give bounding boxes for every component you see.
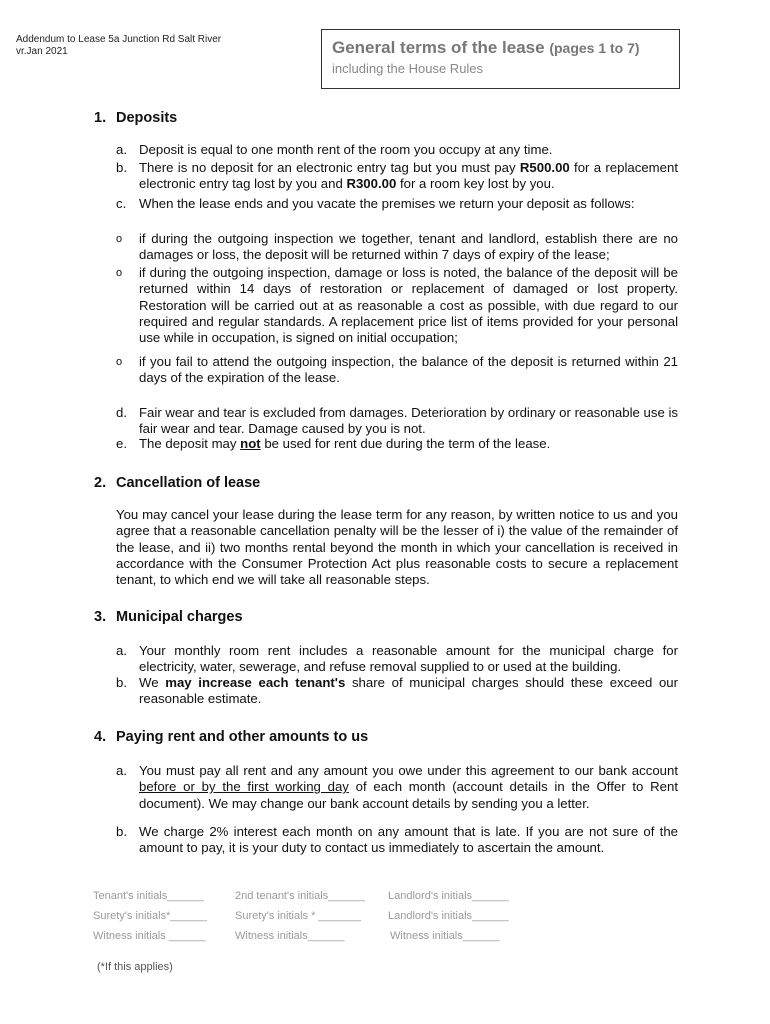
witness-initials-1: Witness initials ______ [93,930,206,942]
section-title: Municipal charges [116,609,243,625]
section-number: 4. [94,729,107,745]
text-run: The deposit may [139,436,241,451]
text-run: for a replacement electronic entry tag lost by you and [139,160,678,192]
section-title: Deposits [116,110,178,126]
list-item-3a [116,643,678,676]
tenant-initials: Tenant's initials______ [93,890,204,902]
emphasis-not: not [240,436,261,451]
emphasis-may-increase: may increase each tenant's [165,675,346,690]
landlord-initials: Landlord's initials______ [388,890,509,902]
section-number: 2. [94,475,107,491]
title-box [321,29,680,89]
list-text: Your monthly room rent includes a reasonable amount for the municipal charge for electricity, water, sewerage, and refuse removal supplied to or used at the building. [139,643,678,675]
section-heading-municipal [94,609,243,625]
section-number: 3. [94,609,107,625]
emphasis-due-date: before or by the first working day [139,779,349,795]
second-tenant-initials: 2nd tenant's initials______ [235,890,365,902]
section-number: 1. [94,110,107,126]
bullet-text: if during the outgoing inspection, damage or loss is noted, the balance of the deposit will be returned within 14 days of restoration or replacement of damaged or lost property. Restoration will be carried out at as reasonable a cost as possible, with due regard to our required and regular standards. A replacement price list of items provided for your personal use while in occupation, is signed on initial occupation; [139,265,678,346]
section-heading-cancellation [94,475,260,491]
list-marker: b. [116,160,127,175]
bullet-text: if you fail to attend the outgoing inspection, the balance of the deposit is returned within 21 days of the expiration of the lease. [139,354,678,386]
list-text: Deposit is equal to one month rent of the room you occupy at any time. [139,142,553,157]
text-run: There is no deposit for an electronic entry tag but you must pay [139,160,520,175]
document-reference [16,34,221,58]
amount-room-key: R300.00 [346,176,397,192]
bullet-text: if during the outgoing inspection we together, tenant and landlord, establish there are no damages or loss, the deposit will be returned within 7 days of expiry of the lease; [139,231,678,263]
bullet-icon: o [116,356,123,368]
surety-initials-2: Surety's initials * _______ [235,910,362,922]
section-title: Paying rent and other amounts to us [116,729,369,745]
list-marker: b. [116,675,127,690]
amount-entry-tag: R500.00 [519,160,570,175]
text-run: share of municipal charges should these exceed our reasonable estimate. [139,675,679,707]
bullet-icon: o [116,267,123,279]
list-item-4b [116,824,678,857]
list-item-3b [116,675,678,708]
list-text [139,763,678,812]
list-marker: b. [116,824,127,839]
text-run: of each month (account details in the Offer to Rent document). We may change our bank account details by sending you a letter. [139,779,679,811]
list-item-1c [116,196,678,212]
cancellation-paragraph: You may cancel your lease during the lease term for any reason, by written notice to us and you agree that a reasonable cancellation penalty will be the lesser of i) the value of the remainder of the lease, and ii) two months rental beyond the month in which your cancellation is received in accordance with the Consumer Protection Act plus reasonable costs to secure a replacement tenant, to which end we will take all reasonable steps. [116,507,678,588]
list-text [139,675,678,708]
list-marker: e. [116,436,127,451]
witness-initials-2: Witness initials______ [235,930,345,942]
list-item-1d [116,405,678,438]
witness-initials-3: Witness initials______ [390,930,500,942]
text-run: be used for rent due during the term of the lease. [260,436,551,451]
page-title [332,38,669,58]
list-text [139,436,678,452]
list-marker: c. [116,196,127,211]
list-marker: a. [116,643,127,658]
surety-initials: Surety's initials*______ [93,910,208,922]
list-text: We charge 2% interest each month on any amount that is late. If you are not sure of the amount to pay, it is your duty to contact us immediately to ascertain the amount. [139,824,678,856]
list-text [139,160,678,193]
list-item-1b [116,160,678,193]
addendum-line: Addendum to Lease 5a Junction Rd Salt River [16,34,222,45]
page-title-text: General terms of the lease [332,38,545,57]
bullet-item-2 [116,265,678,346]
footnote: (*If this applies) [97,961,173,973]
list-text: When the lease ends and you vacate the premises we return your deposit as follows: [139,196,635,211]
page-subtitle: including the House Rules [332,61,484,76]
list-text: Fair wear and tear is excluded from damages. Deterioration by ordinary or reasonable use is fair wear and tear. Damage caused by you is not. [139,405,678,437]
text-run: for a room key lost by you. [396,176,555,192]
landlord-initials-2: Landlord's initials______ [388,910,509,922]
version-line: vr.Jan 2021 [16,46,68,57]
bullet-item-3 [116,354,678,387]
list-item-1e [116,436,678,452]
section-title: Cancellation of lease [116,475,261,491]
section-heading-deposits [94,110,177,126]
page-range: (pages 1 to 7) [549,40,640,56]
list-marker: a. [116,763,127,778]
bullet-item-1 [116,231,678,264]
bullet-icon: o [116,233,123,245]
list-item-4a [116,763,678,812]
list-marker: d. [116,405,127,420]
list-marker: a. [116,142,127,157]
text-run: You must pay all rent and any amount you owe under this agreement to our bank account [139,763,678,778]
section-heading-paying [94,729,368,745]
text-run: We [139,675,166,690]
list-item-1a [116,142,678,158]
